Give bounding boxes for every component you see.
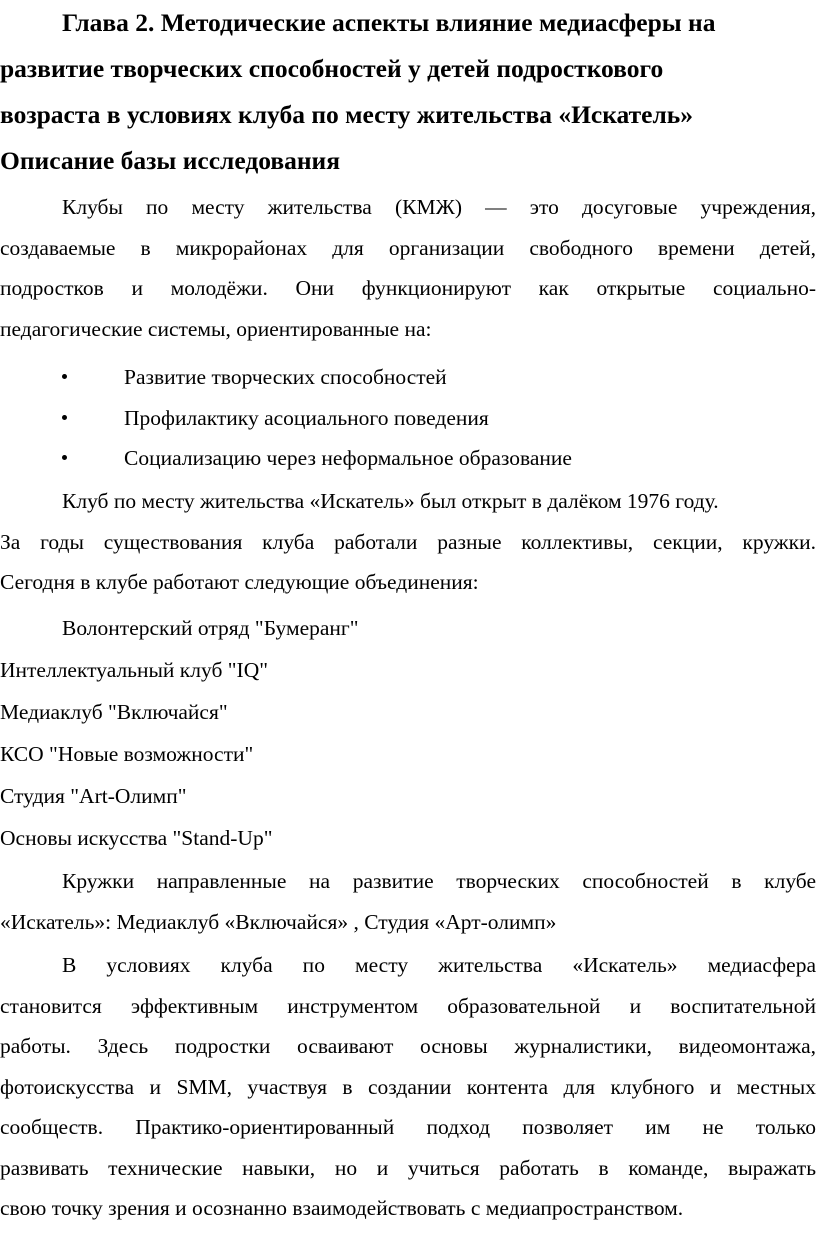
paragraph-creative-circles xyxy=(0,861,816,942)
chapter-title-line-2: развитие творческих способностей у детей подросткового xyxy=(0,54,664,83)
para4-line-6: развивать технические навыки, но и учиться работать в команде, выражать xyxy=(0,1155,816,1180)
association-item-volunteer: Волонтерский отряд "Бумеранг" xyxy=(62,616,359,640)
list-item xyxy=(0,357,816,398)
para1-line-3: подростков и молодёжи. Они функционируют как открытые социально- xyxy=(0,276,816,300)
para4-line-7: свою точку зрения и осознанно взаимодействовать с медиапространством. xyxy=(0,1196,684,1220)
para4-line-4: фотоискусства и SMM, участвуя в создании контента для клубного и местных xyxy=(0,1074,816,1099)
chapter-title-line-3: возраста в условиях клуба по месту жительства «Искатель» xyxy=(0,100,694,129)
para2-line-2: За годы существования клуба работали разные коллективы, секции, кружки. xyxy=(0,529,816,554)
para1-line-1: Клубы по месту жительства (КМЖ) — это досуговые учреждения, xyxy=(62,195,816,219)
bullet-text: Развитие творческих способностей xyxy=(124,365,447,389)
para3-line-2: «Искатель»: Медиаклуб «Включайся» , Студия «Арт-олимп» xyxy=(0,909,557,934)
chapter-title-line-1: Глава 2. Методические аспекты влияние медиасферы на xyxy=(62,8,716,37)
association-item-art-olymp: Студия "Art-Олимп" xyxy=(0,784,187,808)
para4-line-3: работы. Здесь подростки осваивают основы журналистики, видеомонтажа, xyxy=(0,1034,816,1058)
paragraph-kmzh-definition xyxy=(0,187,816,349)
para2-line-1: Клуб по месту жительства «Искатель» был открыт в далёком 1976 году. xyxy=(62,489,719,513)
bullet-icon xyxy=(62,455,67,460)
association-item-kso: КСО "Новые возможности" xyxy=(0,742,254,766)
para4-line-5: сообществ. Практико-ориентированный подход позволяет им не только xyxy=(0,1115,816,1139)
bullet-text: Социализацию через неформальное образование xyxy=(124,446,572,470)
para2-line-3: Сегодня в клубе работают следующие объединения: xyxy=(0,570,479,594)
chapter-title xyxy=(0,0,816,138)
paragraph-club-history xyxy=(0,481,816,603)
list-item xyxy=(0,398,816,439)
para3-line-1: Кружки направленные на развитие творческих способностей в клубе xyxy=(62,869,816,893)
section-title: Описание базы исследования xyxy=(0,146,341,175)
para4-line-2: становится эффективным инструментом образовательной и воспитательной xyxy=(0,993,816,1018)
association-item-stand-up: Основы искусства "Stand-Up" xyxy=(0,826,273,850)
list-item xyxy=(0,438,816,479)
association-item-iq: Интеллектуальный клуб "IQ" xyxy=(0,658,269,682)
para1-line-4: педагогические системы, ориентированные на: xyxy=(0,316,432,341)
para4-line-1: В условиях клуба по месту жительства «Искатель» медиасфера xyxy=(62,953,816,977)
bullet-text: Профилактику асоциального поведения xyxy=(124,405,489,430)
bullet-icon xyxy=(62,374,67,379)
bullet-list xyxy=(0,357,816,479)
paragraph-mediasphere xyxy=(0,945,816,1229)
association-item-mediaclub: Медиаклуб "Включайся" xyxy=(0,700,228,724)
para1-line-2: создаваемые в микрорайонах для организации свободного времени детей, xyxy=(0,235,816,260)
bullet-icon xyxy=(62,415,67,420)
